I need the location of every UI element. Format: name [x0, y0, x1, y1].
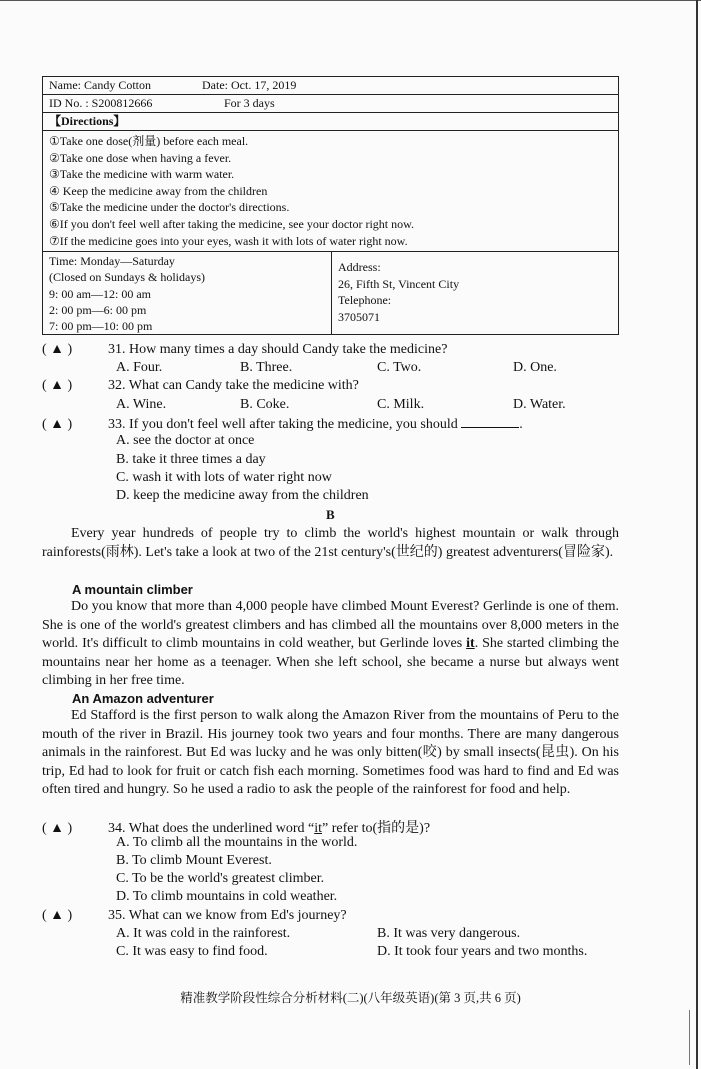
direction-item: ⑥If you don't feel well after taking the medicine, see your doctor right now.	[49, 216, 415, 231]
option-c: C. Two.	[377, 360, 422, 375]
answer-mark: ( ▲ )	[42, 342, 73, 357]
page-footer: 精准教学阶段性综合分析材料(二)(八年级英语)(第 3 页,共 6 页)	[180, 991, 521, 1005]
card-row-time-address	[43, 252, 619, 335]
answer-mark: ( ▲ )	[42, 908, 73, 923]
question-text: If you don't feel well after taking the medicine, you should	[129, 417, 458, 432]
prescription-date: Date: Oct. 17, 2019	[202, 78, 297, 92]
hours-line: 9: 00 am—12: 00 am	[49, 286, 151, 301]
direction-item: ⑤Take the medicine under the doctor's directions.	[49, 200, 290, 215]
option-c: C. It was easy to find food.	[116, 944, 268, 959]
question-31	[42, 342, 447, 358]
paragraph-text: . She started climbing the mountains near her home as a teenager. When she left school, she became a nurse but always went climbing in her free time.	[42, 636, 619, 688]
question-number: 31.	[108, 342, 126, 357]
direction-item: ①Take one dose(剂量) before each meal.	[49, 134, 249, 148]
question-number: 33.	[108, 417, 126, 432]
direction-item: ②Take one dose when having a fever.	[49, 150, 232, 165]
card-row-name	[43, 77, 619, 95]
answer-mark: ( ▲ )	[42, 417, 73, 432]
question-number: 32.	[108, 378, 126, 393]
direction-item: ⑦If the medicine goes into your eyes, wash it with lots of water right now.	[49, 233, 408, 248]
page-top-edge	[0, 0, 701, 1]
telephone-label: Telephone:	[338, 293, 392, 308]
amazon-adventurer-paragraph: Ed Stafford is the first person to walk along the Amazon River from the mountains of Peru to the mouth of the river in Brazil. His journey took two years and four months. There are many dangerous animals in the rainforest. But Ed was lucky and he was only bitten(咬) by small insects(昆虫). On his trip, Ed had to look for fruit or catch fish each morning. Sometimes food was hard to find and Ed was often tired and hungry. So he used a radio to ask the people of the rainforest for food and help.	[42, 708, 619, 797]
option-b: B. take it three times a day	[116, 452, 266, 467]
answer-blank	[461, 415, 519, 428]
contact-info	[332, 252, 619, 335]
question-text: How many times a day should Candy take the medicine?	[129, 342, 448, 357]
option-d: D. It took four years and two months.	[377, 944, 588, 959]
option-a: A. It was cold in the rainforest.	[116, 926, 291, 941]
page-right-edge	[696, 0, 698, 1069]
option-c: C. To be the world's greatest climber.	[116, 871, 325, 886]
heading-mountain-climber: A mountain climber	[72, 582, 193, 597]
address-value: 26, Fifth St, Vincent City	[338, 276, 460, 291]
answer-mark: ( ▲ )	[42, 378, 73, 393]
patient-name: Name: Candy Cotton	[49, 78, 151, 92]
question-number: 34.	[108, 821, 126, 836]
hours-line: (Closed on Sundays & holidays)	[49, 270, 205, 285]
option-b: B. Three.	[240, 360, 293, 375]
option-d: D. Water.	[513, 397, 566, 412]
option-d: D. To climb mountains in cold weather.	[116, 889, 338, 904]
heading-amazon-adventurer: An Amazon adventurer	[72, 691, 214, 706]
option-c: C. Milk.	[377, 397, 425, 412]
card-row-id	[43, 95, 619, 113]
option-a: A. Four.	[116, 360, 163, 375]
patient-id: ID No. : S200812666	[49, 96, 153, 110]
option-b: B. To climb Mount Everest.	[116, 853, 272, 868]
question-text: What does the underlined word “	[128, 821, 315, 836]
option-a: A. Wine.	[116, 397, 167, 412]
answer-mark: ( ▲ )	[42, 821, 73, 836]
hours-line: 2: 00 pm—6: 00 pm	[49, 302, 147, 317]
intro-paragraph: Every year hundreds of people try to climb the world's highest mountain or walk through rainforests(雨林). Let's take a look at two of the 21st century's(世纪的) greatest adventurers(冒险家).	[42, 526, 619, 560]
option-d: D. keep the medicine away from the children	[116, 488, 369, 503]
question-text: What can we know from Ed's journey?	[128, 908, 347, 923]
question-34	[42, 817, 430, 837]
paragraph-text: Do you know that more than 4,000 people have climbed Mount Everest? Gerlinde is one of them. She is one of the world's greatest climbers and has climbed all the mountains over 8,000 meters in the world. It's difficult to climb mountains in cold weather, but Gerlinde loves	[42, 599, 619, 651]
option-d: D. One.	[513, 360, 557, 375]
telephone-value: 3705071	[338, 309, 380, 324]
card-row-directions	[43, 131, 619, 252]
hours-line: 7: 00 pm—10: 00 pm	[49, 318, 153, 333]
address-label: Address:	[338, 260, 381, 275]
question-text: What can Candy take the medicine with?	[128, 378, 359, 393]
card-row-directions-title	[43, 113, 619, 131]
question-text: ” refer to(指的是)?	[321, 821, 431, 836]
option-b: B. Coke.	[240, 397, 290, 412]
question-32	[42, 378, 359, 394]
page-right-edge-mark	[689, 1010, 690, 1065]
question-35	[42, 908, 347, 924]
opening-hours	[43, 252, 332, 335]
question-33	[42, 415, 523, 433]
direction-item: ③Take the medicine with warm water.	[49, 167, 235, 182]
medicine-card	[42, 76, 619, 335]
underlined-word: it	[466, 636, 475, 651]
directions-list	[43, 131, 619, 252]
underlined-word: it	[314, 821, 322, 836]
directions-title: 【Directions】	[43, 113, 619, 131]
hours-line: Time: Monday—Saturday	[49, 254, 175, 269]
option-a: A. see the doctor at once	[116, 433, 255, 448]
question-number: 35.	[108, 908, 126, 923]
section-b-label: B	[326, 507, 335, 522]
mountain-climber-paragraph	[42, 598, 619, 691]
option-a: A. To climb all the mountains in the world.	[116, 835, 358, 850]
option-c: C. wash it with lots of water right now	[116, 470, 332, 485]
direction-item: ④ Keep the medicine away from the children	[49, 183, 268, 198]
option-b: B. It was very dangerous.	[377, 926, 521, 941]
question-end: .	[519, 417, 523, 432]
prescription-duration: For 3 days	[224, 96, 275, 110]
